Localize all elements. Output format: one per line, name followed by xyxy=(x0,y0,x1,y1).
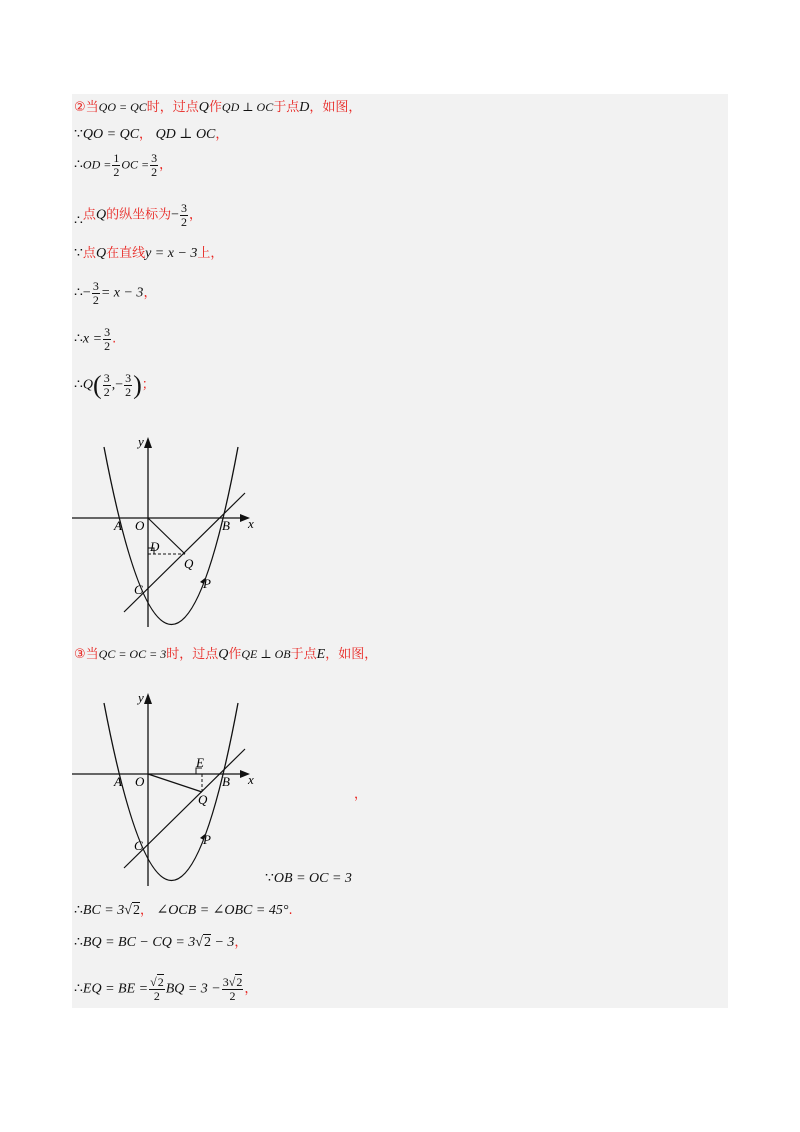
label-a: A xyxy=(114,774,122,789)
label-y: y xyxy=(138,434,144,449)
fraction: $\frac{√2}{2}$ xyxy=(150,975,164,1003)
line-bq-value: ∴BQ = BC − CQ = 3√2 − 3， xyxy=(74,935,248,950)
label-b: B xyxy=(222,518,230,533)
parabola xyxy=(104,447,238,625)
label-y: y xyxy=(138,690,144,705)
line-given: ∵QO = QC， QD ⊥ OC， xyxy=(74,127,229,142)
line-bc-value: ∴BC = 3√2， ∠OCB = ∠OBC = 45°. xyxy=(74,903,293,918)
label-x: x xyxy=(248,772,254,787)
label-q: Q xyxy=(198,792,208,807)
label-c: C xyxy=(134,838,143,853)
label-q: Q xyxy=(184,556,194,571)
line-x-value: ∴x = $\frac{3}{2}$ . xyxy=(74,325,117,353)
fraction: $\frac{3}{2}$ xyxy=(125,371,132,399)
label-b: B xyxy=(222,774,230,789)
label-a: A xyxy=(114,518,122,533)
line-equation: ∴− $\frac{3}{2}$ = x − 3， xyxy=(74,279,157,307)
parabola xyxy=(104,703,238,881)
segment-oq xyxy=(148,774,202,792)
figure-case2 xyxy=(72,432,272,632)
fraction: $\frac{3}{2}$ xyxy=(104,325,111,353)
line-od: ∴OD = $\frac{1}{2}$ OC = $\frac{3}{2}$ ， xyxy=(74,151,173,179)
label-o: O xyxy=(135,518,145,533)
fraction: $\frac{3√2}{2}$ xyxy=(222,975,243,1003)
y-axis-arrow xyxy=(144,437,152,448)
label-p: P xyxy=(203,832,211,847)
case3-heading: ③当QC = OC = 3时，过点Q作QE ⊥ OB于点E，如图， xyxy=(74,647,378,662)
line-q-ordinate: ∴点Q的纵坐标为− $\frac{3}{2}$ ， xyxy=(74,201,202,229)
line-on-line: ∵点Q在直线y = x − 3上， xyxy=(74,246,224,261)
label-o: O xyxy=(135,774,145,789)
label-e: E xyxy=(196,755,204,770)
y-axis-arrow xyxy=(144,693,152,704)
stray-comma: ， xyxy=(354,787,368,802)
figure-case3 xyxy=(72,688,272,888)
case2-heading: ②当QO = QC时，过点Q作QD ⊥ OC于点D，如图， xyxy=(74,100,362,115)
line-q-coords: ∴Q( $\frac{3}{2}$ ,− $\frac{3}{2}$ )； xyxy=(74,370,155,400)
label-d: D xyxy=(150,539,160,554)
fraction: $\frac{3}{2}$ xyxy=(103,371,110,399)
line-eq-value: ∴EQ = BE = $\frac{√2}{2}$ BQ = 3 − $\frac{3√2}{2}$ ， xyxy=(74,975,258,1003)
line-ob-oc: ∵OB = OC = 3 xyxy=(265,871,352,886)
label-p: P xyxy=(203,576,211,591)
fraction: $\frac{3}{2}$ xyxy=(180,201,187,229)
label-x: x xyxy=(248,516,254,531)
label-c: C xyxy=(134,582,143,597)
fraction: $\frac{3}{2}$ xyxy=(151,151,158,179)
fraction: $\frac{1}{2}$ xyxy=(113,151,120,179)
fraction: $\frac{3}{2}$ xyxy=(92,279,99,307)
